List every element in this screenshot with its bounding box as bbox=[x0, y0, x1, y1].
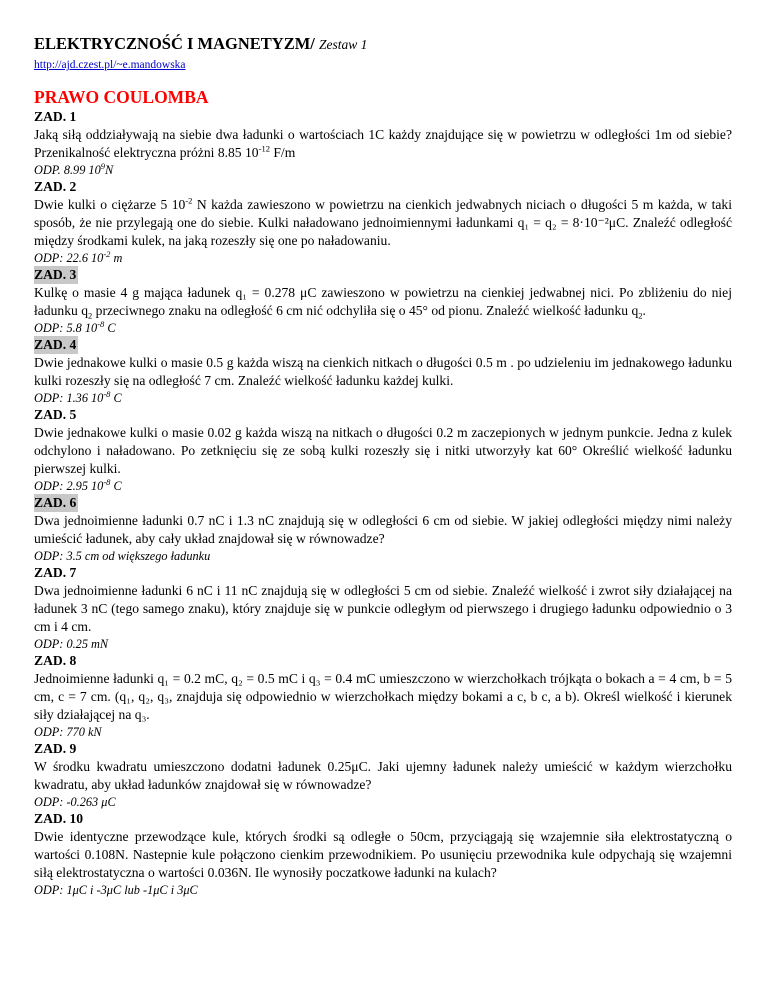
title-text: ELEKTRYCZNOŚĆ I MAGNETYZM/ bbox=[34, 34, 315, 53]
section-title: PRAWO COULOMBA bbox=[34, 87, 209, 107]
task-answer: ODP: 1.36 $10^{-8}$ C bbox=[34, 388, 122, 405]
task-question: Kulkę o masie 4 g mająca ładunek q₁ = 0.278 μC zawieszono w powietrzu na cienkiej jedwabnej nici. Po zbliżeniu do niej ładunku $q_2$ przeciwnego znaku na odległość 6 cm nić odchyliła się o 45° od pionu. Znaleźć wielkość ładunku $q_2$. bbox=[34, 285, 732, 321]
document-page bbox=[34, 34, 732, 898]
task-5 bbox=[34, 406, 732, 494]
task-label: ZAD. 6 bbox=[34, 495, 77, 510]
task-answer: ODP: 2.95 $10^{-8}$ C bbox=[34, 476, 122, 493]
task-9 bbox=[34, 740, 732, 810]
task-1 bbox=[34, 108, 732, 178]
task-label: ZAD. 5 bbox=[34, 407, 77, 422]
set-label: Zestaw 1 bbox=[319, 37, 368, 52]
task-label: ZAD. 9 bbox=[34, 741, 77, 756]
task-label: ZAD. 1 bbox=[34, 109, 77, 124]
task-10 bbox=[34, 810, 732, 898]
task-answer: ODP: 770 kN bbox=[34, 725, 102, 739]
task-question: Dwie identyczne przewodzące kule, których środki są odległe o 50cm, przyciągają się wzajemnie siła elektrostatyczną o wartości 0.108N. Nastepnie kule połączono cienkim przewodnikiem. Po usunięciu przewodnika kule odpychają się wzajemni siłą elektrostatyczna o wartości 0.036N. Ile wynosiły poczatkowe ładunki na kulach? bbox=[34, 829, 732, 880]
task-question: Jednoimienne ładunki q₁ = 0.2 mC, q₂ = 0.5 mC i q₃ = 0.4 mC umieszczono w wierzchołkach trójkąta o bokach a = 4 cm, b = 5 cm, c = 7 cm. (q₁, q₂, q₃, znajduja się odpowiednio w wierzchołkach między bokami a c, b c, a b). Określ wielkość i kierunek siły działającej na q₃. bbox=[34, 671, 732, 722]
task-8 bbox=[34, 652, 732, 740]
task-answer: ODP: 3.5 cm od większego ładunku bbox=[34, 549, 211, 563]
author-link[interactable]: http://ajd.czest.pl/~e.mandowska bbox=[34, 59, 186, 71]
task-answer: ODP: -0.263 μC bbox=[34, 795, 116, 809]
task-question: Dwie kulki o ciężarze 5 $10^{-2}$ N każda zawieszono w powietrzu na cienkich jedwabnych niciach o długości 5 m każda, w taki sposób, że nie przylegają one do siebie. Kulki naładowano jednoimiennymi ładunkami q₁ = q₂ = 8·10⁻²μC. Znaleźć odległość między środkami kulek, na jaką rozeszły się one po naładowaniu. bbox=[34, 195, 733, 248]
task-question: Dwie jednakowe kulki o masie 0.5 g każda wiszą na cienkich nitkach o długości 0.5 m . po udzieleniu im jednakowego ładunku kulki rozeszły się na odległość 7 cm. Znaleźć wielkość ładunku każdej kulki. bbox=[34, 355, 732, 388]
task-question: Dwie jednakowe kulki o masie 0.02 g każda wiszą na nitkach o długości 0.2 m zaczepionych w jednym punkcie. Jedna z kulek odchylono i naładowano. Po zetknięciu się ze sobą kulki rozeszły się i nitki utworzyły kat 60° Określić wielkość ładunku pierwszej kulki. bbox=[34, 425, 732, 476]
task-answer: ODP: 1μC i -3μC lub -1μC i 3μC bbox=[34, 883, 198, 897]
task-answer: ODP: 22.6 $10^{-2}$ m bbox=[34, 248, 123, 265]
task-question: Dwa jednoimienne ładunki 0.7 nC i 1.3 nC znajdują się w odległości 6 cm od siebie. W jakiej odległości między nimi należy umieścić ładunek, aby cały układ znajdował się w równowadze? bbox=[34, 513, 732, 546]
task-3 bbox=[34, 266, 732, 336]
formula: q₁ = q₂ = 8·10⁻²μC bbox=[517, 215, 626, 230]
task-question: W środku kwadratu umieszczono dodatni ładunek 0.25μC. Jaki ujemny ładunek należy umieścić w każdym wierzchołku kwadratu, aby układ ładunków znajdował się w równowadze? bbox=[34, 759, 732, 792]
task-2 bbox=[34, 178, 732, 266]
task-answer: ODP: 5.8 $10^{-8}$ C bbox=[34, 318, 116, 335]
task-label: ZAD. 7 bbox=[34, 565, 77, 580]
task-label: ZAD. 4 bbox=[34, 337, 77, 352]
formula: q₁ = 0.278 μC bbox=[235, 285, 317, 300]
task-question: Jaką siłą oddziaływają na siebie dwa ładunki o wartościach 1C każdy znajdujące się w powietrzu w odległości 1m od siebie? Przenikalność elektryczna próżni 8.85 $10^{-12}$ F/m bbox=[34, 127, 732, 160]
document-title bbox=[34, 34, 732, 55]
task-6 bbox=[34, 494, 732, 564]
task-answer: ODP. 8.99 $10^9N$ bbox=[34, 160, 114, 177]
task-7 bbox=[34, 564, 732, 652]
task-answer: ODP: 0.25 mN bbox=[34, 637, 109, 651]
task-label: ZAD. 3 bbox=[34, 267, 77, 282]
task-label: ZAD. 10 bbox=[34, 811, 84, 826]
task-label: ZAD. 2 bbox=[34, 179, 77, 194]
task-4 bbox=[34, 336, 732, 406]
task-question: Dwa jednoimienne ładunki 6 nC i 11 nC znajdują się w odległości 5 cm od siebie. Znaleźć wielkość i zwrot siły działającej na ładunek 3 nC (tego samego znaku), który znajduje się w punkcie odległym od pierwszego i drugiego ładunku odpowiednio o 3 cm i 4 cm. bbox=[34, 583, 732, 634]
task-label: ZAD. 8 bbox=[34, 653, 77, 668]
